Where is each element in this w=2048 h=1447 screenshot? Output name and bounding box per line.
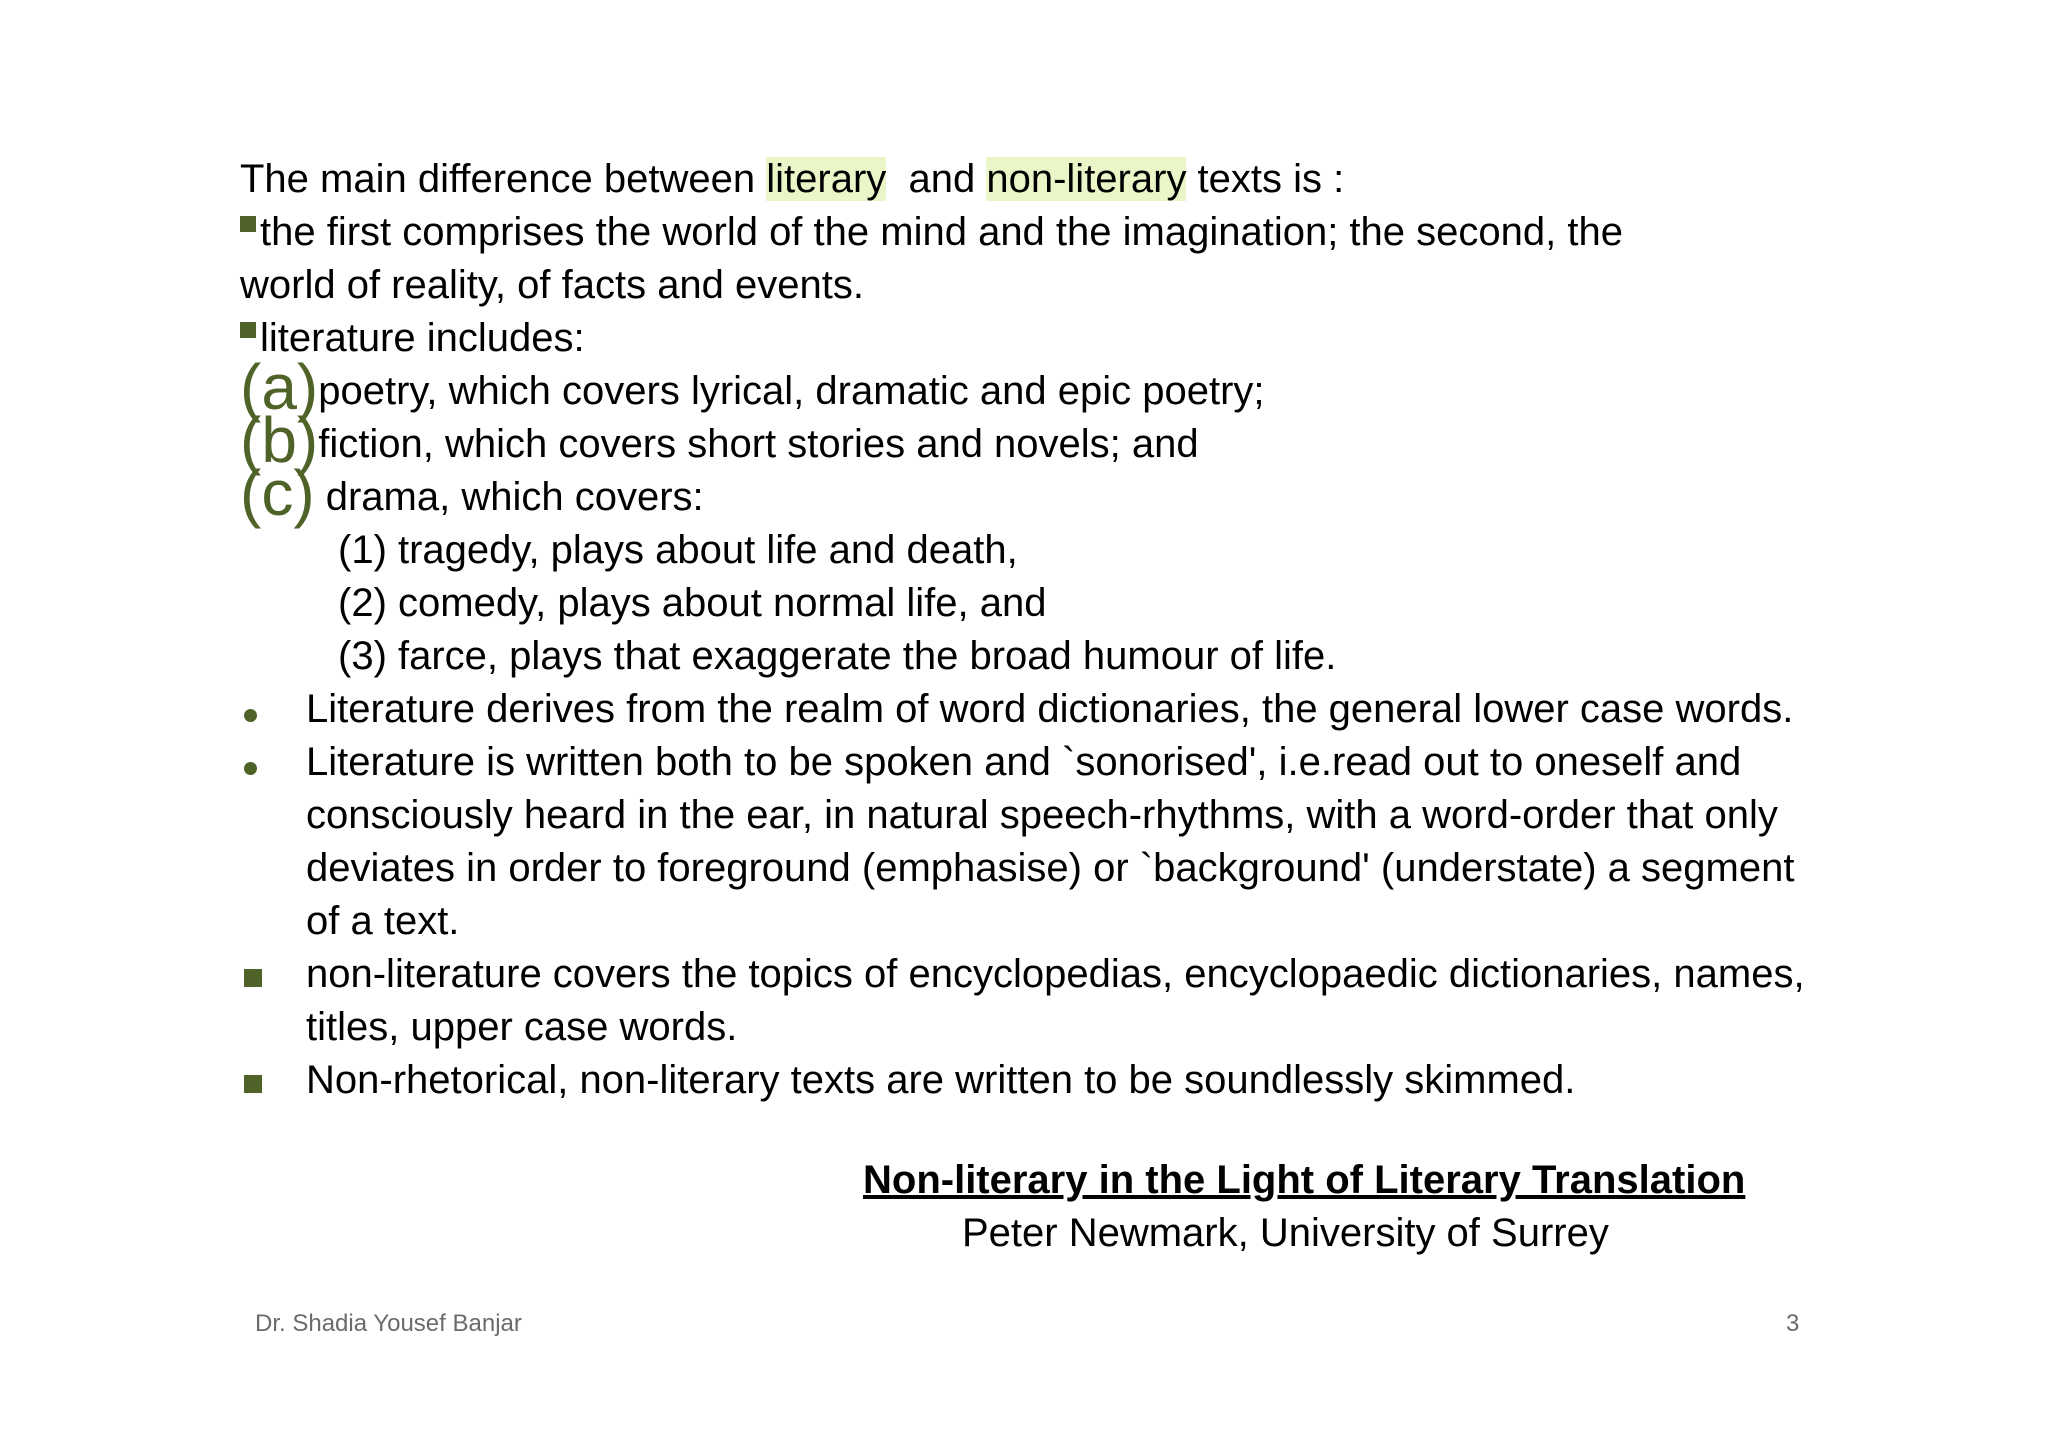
intro-before: The main difference between: [240, 157, 767, 201]
genre-letter: (c): [240, 457, 315, 529]
round-bullet-icon: [244, 736, 257, 789]
point-1: [240, 206, 1840, 259]
bullet-text: Literature derives from the realm of word dictionaries, the general lower case words.: [306, 687, 1794, 731]
bullet-text: non-literature covers the topics of encyclopedias, encyclopaedic dictionaries, names, titles, upper case words.: [306, 952, 1805, 1049]
genre-text: drama, which covers:: [314, 475, 704, 519]
square-bullet-icon: [240, 216, 256, 232]
genre-item: [240, 351, 1840, 423]
footer-author: Dr. Shadia Yousef Banjar: [255, 1310, 522, 1337]
point-1-line-2: world of reality, of facts and events.: [240, 263, 865, 307]
point-2: [240, 312, 1840, 365]
square-bullet-icon: [244, 948, 262, 1001]
genre-text: poetry, which covers lyrical, dramatic and epic poetry;: [318, 369, 1265, 413]
intro-line: [240, 153, 1840, 206]
point-2-text: literature includes:: [260, 316, 585, 360]
bullet-item: [240, 683, 1840, 736]
intro-middle: and: [886, 157, 987, 201]
point-1-cont: [240, 259, 1840, 312]
bullet-item: [240, 1054, 1840, 1107]
genre-text: fiction, which covers short stories and novels; and: [318, 422, 1199, 466]
source-title: Non-literary in the Light of Literary Translation: [863, 1158, 1746, 1202]
drama-type: (3) farce, plays that exaggerate the broad humour of life.: [338, 634, 1337, 678]
bullet-text: Literature is written both to be spoken and `sonorised', i.e.read out to oneself and consciously heard in the ear, in natural speech-rhythms, with a word-order that only deviates in order to foreground (emphasise) or `background' (understate) a segment of a text.: [306, 740, 1795, 943]
point-1-line-1: the first comprises the world of the mind and the imagination; the second, the: [260, 210, 1623, 254]
highlight-non-literary: non-literary: [986, 157, 1187, 201]
genre-item: [240, 404, 1840, 476]
page-number: 3: [1786, 1310, 1800, 1337]
bullet-item: [240, 948, 1840, 1054]
round-bullet-icon: [244, 683, 257, 736]
highlight-literary: literary: [766, 157, 887, 201]
genre-item: [240, 457, 1840, 529]
genre-letter: (b): [240, 404, 319, 476]
genre-letter: (a): [240, 351, 319, 423]
intro-after: texts is :: [1186, 157, 1345, 201]
bullet-text: Non-rhetorical, non-literary texts are written to be soundlessly skimmed.: [306, 1058, 1576, 1102]
drama-type: (2) comedy, plays about normal life, and: [338, 581, 1047, 625]
source-author: Peter Newmark, University of Surrey: [962, 1211, 1609, 1255]
slide-body: [240, 153, 1840, 1107]
square-bullet-icon: [240, 322, 256, 338]
drama-type: (1) tragedy, plays about life and death,: [338, 528, 1018, 572]
bullet-item: [240, 736, 1840, 948]
square-bullet-icon: [244, 1054, 262, 1107]
